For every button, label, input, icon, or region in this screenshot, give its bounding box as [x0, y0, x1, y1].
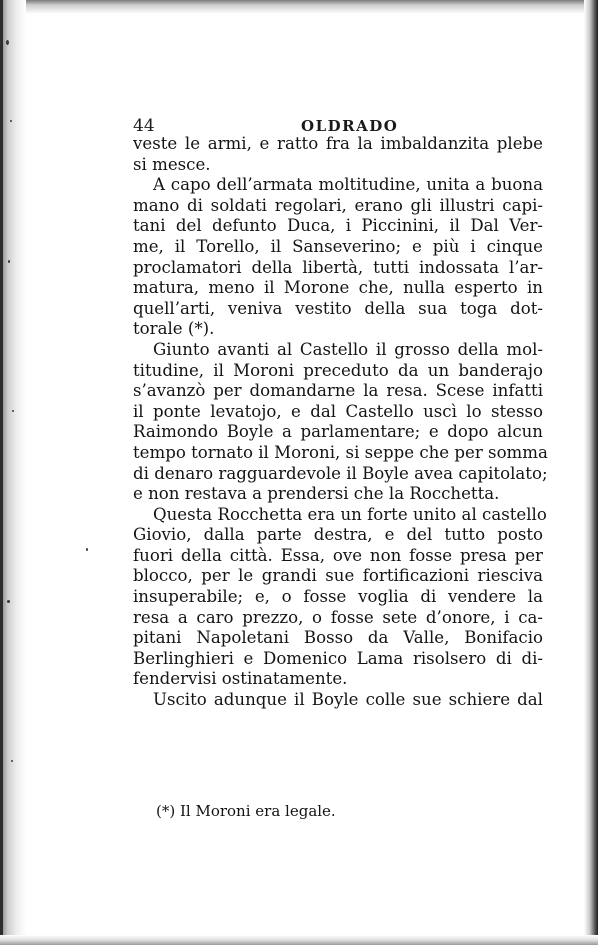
text-line: tempo tornato il Moroni, si seppe che per somma — [133, 442, 548, 462]
text-line: Giovio, dalla parte destra, e del tutto posto — [133, 525, 543, 545]
text-line: A capo dell’armata moltitudine, unita a buona — [153, 175, 543, 195]
paper-speck — [11, 760, 13, 762]
page-top-edge-shadow — [0, 0, 598, 14]
text-line: di denaro ragguardevole il Boyle avea capitolato; — [133, 463, 548, 483]
page-bottom-edge-shadow — [0, 935, 598, 945]
text-line: s’avanzò per domandarne la resa. Scese infatti — [133, 381, 543, 401]
paper-speck — [6, 40, 9, 45]
paper-speck — [86, 548, 88, 551]
text-line: e non restava a prendersi che la Rocchetta. — [133, 484, 500, 504]
footnote: (*) Il Moroni era legale. — [156, 802, 336, 820]
text-line: Questa Rocchetta era un forte unito al castello — [153, 504, 547, 524]
paper-speck — [8, 260, 10, 263]
page-right-edge-shadow — [584, 0, 598, 945]
text-line: matura, meno il Morone che, nulla esperto in — [133, 278, 543, 298]
text-line: me, il Torello, il Sanseverino; e più i cinque — [133, 236, 543, 256]
text-line: quell’arti, veniva vestito della sua toga dot- — [133, 298, 543, 318]
text-line: Raimondo Boyle a parlamentare; e dopo alcun — [133, 422, 543, 442]
text-line: fendervisi ostinatamente. — [133, 669, 348, 689]
text-line: Berlinghieri e Domenico Lama risolsero di di- — [133, 648, 543, 668]
text-line: resa a caro prezzo, o fosse sete d’onore, i ca- — [133, 607, 543, 627]
text-line: Giunto avanti al Castello il grosso della mol- — [153, 339, 543, 359]
text-line: torale (*). — [133, 319, 215, 339]
text-line: Uscito adunque il Boyle colle sue schiere dal — [153, 690, 543, 710]
paper-speck — [10, 120, 12, 122]
text-line: pitani Napoletani Bosso da Valle, Bonifacio — [133, 628, 543, 648]
page-binding-edge — [0, 0, 3, 945]
text-line: il ponte levatojo, e dal Castello uscì lo stesso — [133, 401, 543, 421]
paper-speck — [12, 410, 14, 412]
text-line: tani del defunto Duca, i Piccinini, il Dal Ver- — [133, 216, 543, 236]
text-line: veste le armi, e ratto fra la imbaldanzita plebe — [133, 134, 543, 153]
body-text — [133, 134, 548, 711]
text-line: mano di soldati regolari, erano gli illustri capi- — [133, 195, 543, 215]
running-title: OLDRADO — [301, 117, 399, 135]
text-line: si mesce. — [133, 154, 211, 174]
text-line: proclamatori della libertà, tutti indossata l’ar- — [133, 257, 543, 277]
page-number: 44 — [133, 116, 155, 136]
text-line: insuperabile; e, o fosse voglia di vendere la — [133, 587, 543, 607]
text-line: blocco, per le grandi sue fortificazioni riesciva — [133, 566, 543, 586]
page-binding-shadow — [0, 0, 26, 945]
text-line: titudine, il Moroni preceduto da un banderajo — [133, 360, 543, 380]
text-line: fuori della città. Essa, ove non fosse presa per — [133, 545, 543, 565]
paper-speck — [7, 600, 10, 603]
